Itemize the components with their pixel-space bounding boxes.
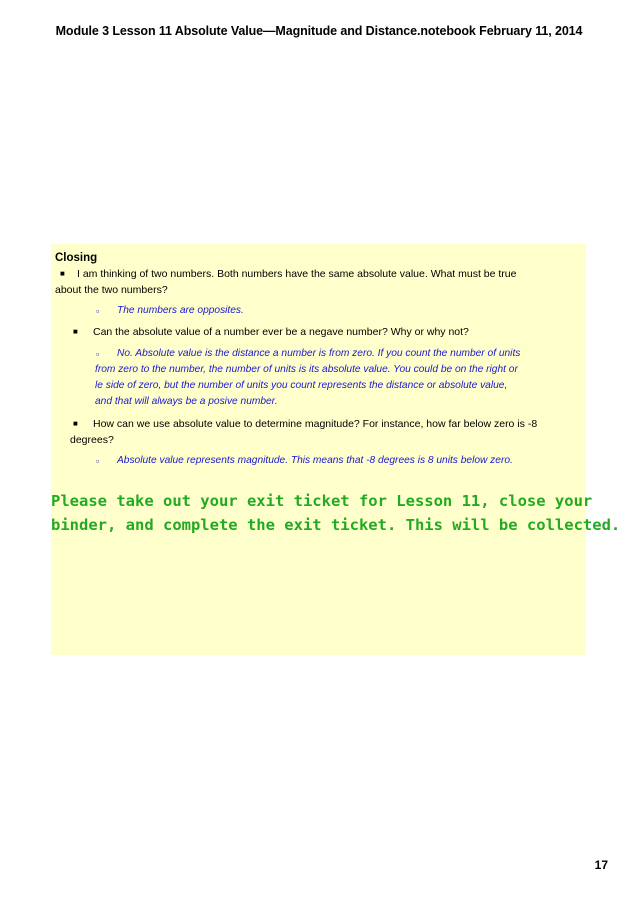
square-bullet-icon: ■ bbox=[60, 269, 65, 278]
question-1-line-1: I am thinking of two numbers. Both numbers have the same absolute value. What must be true bbox=[77, 268, 517, 280]
exit-ticket-notice-line-2: binder, and complete the exit ticket. This will be collected. bbox=[51, 516, 621, 534]
page-header: Module 3 Lesson 11 Absolute Value—Magnitude and Distance.notebook February 11, 2014 bbox=[55, 24, 583, 38]
answer-2-line-4: and that will always be a posive number. bbox=[95, 396, 278, 407]
square-bullet-icon: ■ bbox=[73, 419, 78, 428]
closing-title: Closing bbox=[55, 252, 98, 264]
question-3-line-1: How can we use absolute value to determine magnitude? For instance, how far below zero is -8 bbox=[93, 418, 538, 430]
square-bullet-icon: ■ bbox=[73, 327, 78, 336]
closing-panel bbox=[51, 244, 621, 655]
question-1-line-2: about the two numbers? bbox=[55, 284, 168, 296]
exit-ticket-notice-line-1: Please take out your exit ticket for Lesson 11, close your bbox=[51, 492, 593, 510]
hollow-square-bullet-icon: ▫ bbox=[96, 456, 100, 466]
question-2: Can the absolute value of a number ever be a negave number? Why or why not? bbox=[93, 326, 469, 338]
page-number: 17 bbox=[594, 858, 608, 872]
hollow-square-bullet-icon: ▫ bbox=[96, 349, 100, 359]
answer-1: The numbers are opposites. bbox=[117, 305, 244, 316]
answer-3: Absolute value represents magnitude. This means that -8 degrees is 8 units below zero. bbox=[117, 455, 513, 466]
question-3-line-2: degrees? bbox=[70, 434, 114, 446]
answer-2-line-1: No. Absolute value is the distance a number is from zero. If you count the number of units bbox=[117, 348, 521, 359]
answer-2-line-2: from zero to the number, the number of units is its absolute value. You could be on the right or bbox=[95, 364, 518, 375]
hollow-square-bullet-icon: ▫ bbox=[96, 306, 100, 316]
answer-2-line-3: le side of zero, but the number of units you count represents the distance or absolute value, bbox=[95, 380, 508, 391]
